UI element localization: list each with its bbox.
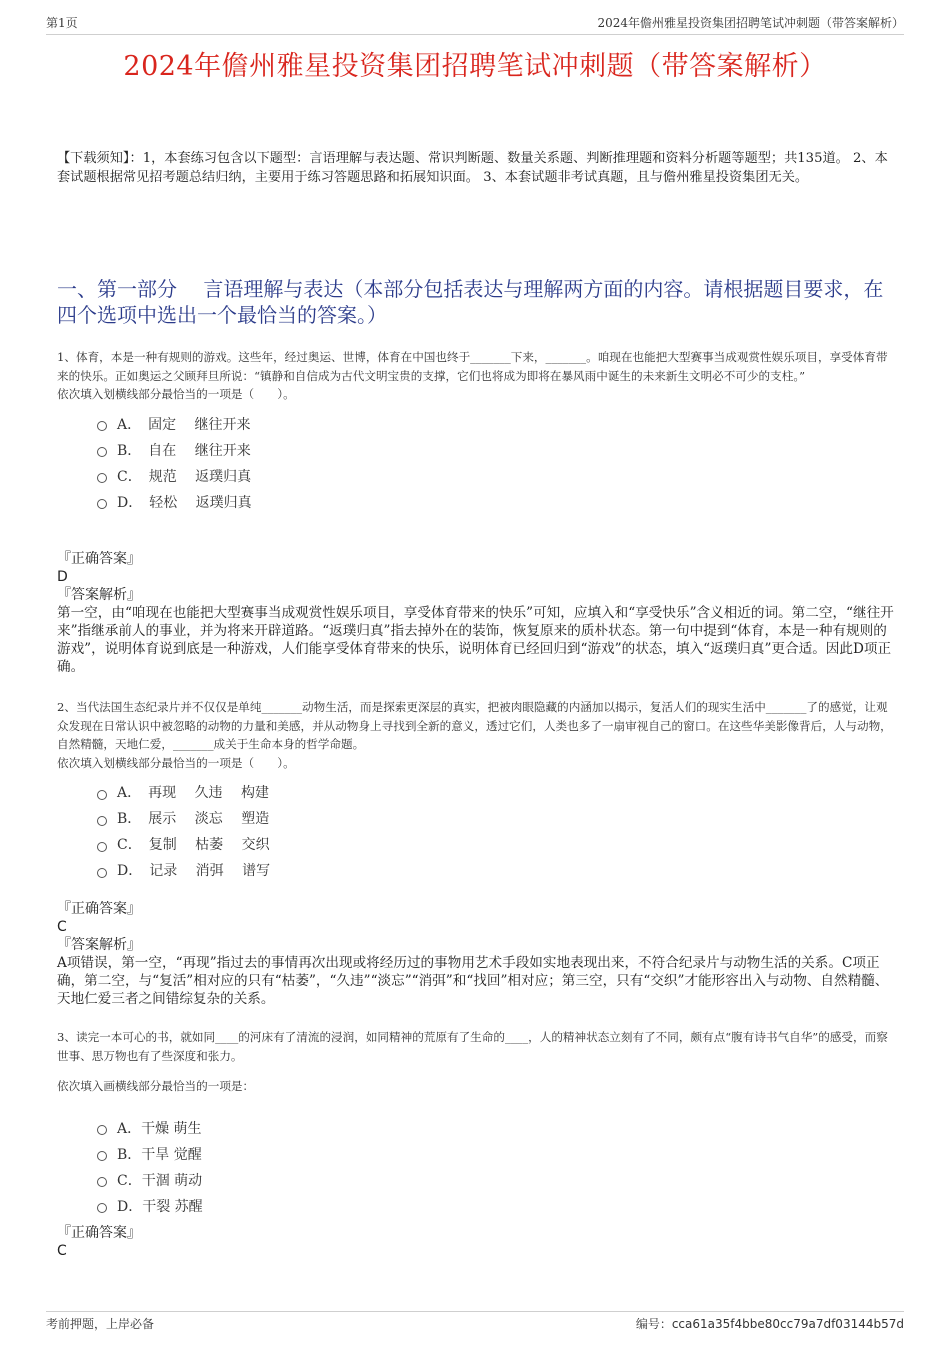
- radio-icon[interactable]: [97, 816, 107, 826]
- question-2-answer-block: [57, 900, 897, 1008]
- question-2: [57, 698, 897, 884]
- radio-icon[interactable]: [97, 790, 107, 800]
- option-c[interactable]: [97, 464, 897, 490]
- option-label: D． 记录 消弭 谱写: [117, 863, 271, 879]
- question-1-options: [97, 412, 897, 516]
- option-label: D． 轻松 返璞归真: [117, 494, 252, 511]
- download-notice: 【下载须知】：1，本套练习包含以下题型：言语理解与表达题、常识判断题、数量关系题、判断推理题和资料分析题等题型；共135道。 2、本套试题根据常见招考题总结归纳，主要用于练习答题思路和拓展知识面。 3、本套试题非考试真题，且与儋州雅星投资集团无关。: [57, 151, 888, 185]
- question-1-prompt: 依次填入划横线部分最恰当的一项是（ ）。: [57, 387, 295, 401]
- option-a[interactable]: [97, 1116, 897, 1142]
- analysis-label: 『答案解析』: [57, 587, 141, 603]
- option-label: C． 规范 返璞归真: [117, 468, 252, 485]
- footer-slogan: 考前押题，上岸必备: [46, 1317, 155, 1331]
- option-d[interactable]: [97, 1194, 897, 1220]
- option-d[interactable]: [97, 490, 897, 516]
- header-doc-title: 2024年儋州雅星投资集团招聘笔试冲刺题（带答案解析）: [597, 16, 904, 30]
- option-label: B． 展示 淡忘 塑造: [117, 811, 270, 827]
- page-header: [46, 14, 904, 35]
- question-3-prompt: 依次填入画横线部分最恰当的一项是：: [57, 1079, 255, 1093]
- radio-icon[interactable]: [97, 499, 107, 509]
- option-b[interactable]: [97, 1142, 897, 1168]
- question-2-text: 2、当代法国生态纪录片并不仅仅是单纯_______动物生活，而是探索更深层的真实，把被肉眼隐藏的内涵加以揭示，复活人们的现实生活中_______了的感觉，让观众发现在日常认识中被忽略的动物的力量和美感，并从动物身上寻找到全新的意义，透过它们，人类也多了一扇审视自己的窗口。在这些华美影像背后，人与动物，自然精髓，天地仁爱，_______成关于生命本身的哲学命题。: [57, 700, 892, 751]
- question-3-answer-block: [57, 1224, 897, 1260]
- answer-value: D: [57, 569, 68, 585]
- radio-icon[interactable]: [97, 421, 107, 431]
- answer-label: 『正确答案』: [57, 1225, 141, 1241]
- radio-icon[interactable]: [97, 1151, 107, 1161]
- page-number: 第1页: [46, 16, 78, 30]
- question-1: [57, 348, 897, 516]
- answer-label: 『正确答案』: [57, 551, 141, 567]
- radio-icon[interactable]: [97, 1203, 107, 1213]
- question-1-answer-block: [57, 550, 897, 676]
- question-2-options: [97, 780, 897, 884]
- option-d[interactable]: [97, 858, 897, 884]
- option-label: B． 自在 继往开来: [117, 442, 251, 459]
- option-label: C．干涸 萌动: [117, 1172, 203, 1189]
- option-label: B．干旱 觉醒: [117, 1146, 202, 1163]
- option-label: C． 复制 枯萎 交织: [117, 837, 270, 853]
- option-label: A．干燥 萌生: [117, 1120, 202, 1137]
- analysis-text: 第一空，由“咱现在也能把大型赛事当成观赏性娱乐项目，享受体育带来的快乐”可知，应填入和“享受快乐”含义相近的词。第二空，“继往开来”指继承前人的事业，并为将来开辟道路。“返璞归真”指去掉外在的装饰，恢复原来的质朴状态。第一句中提到“体育，本是一种有规则的游戏”，说明体育说到底是一种游戏，人们能享受体育带来的快乐，说明体育已经回归到“游戏”的状态，填入“返璞归真”更合适。因此D项正确。: [57, 605, 894, 675]
- option-label: D．干裂 苏醒: [117, 1198, 203, 1215]
- question-3: [57, 1028, 897, 1220]
- section-heading: 一、第一部分 言语理解与表达（本部分包括表达与理解两方面的内容。请根据题目要求，在四个选项中选出一个最恰当的答案。）: [57, 277, 884, 327]
- answer-value: C: [57, 1243, 67, 1259]
- document-title: 2024年儋州雅星投资集团招聘笔试冲刺题（带答案解析）: [123, 51, 827, 82]
- option-b[interactable]: [97, 806, 897, 832]
- radio-icon[interactable]: [97, 473, 107, 483]
- option-c[interactable]: [97, 1168, 897, 1194]
- option-c[interactable]: [97, 832, 897, 858]
- answer-label: 『正确答案』: [57, 901, 141, 917]
- question-3-options: [97, 1116, 897, 1220]
- radio-icon[interactable]: [97, 842, 107, 852]
- option-a[interactable]: [97, 780, 897, 806]
- analysis-label: 『答案解析』: [57, 937, 141, 953]
- option-label: A． 再现 久违 构建: [117, 785, 270, 801]
- question-2-prompt: 依次填入划横线部分最恰当的一项是（ ）。: [57, 755, 295, 770]
- radio-icon[interactable]: [97, 1125, 107, 1135]
- option-label: A． 固定 继往开来: [117, 416, 251, 433]
- question-3-text: 3、读完一本可心的书，就如同____的河床有了清流的浸润，如同精神的荒原有了生命的____，人的精神状态立刻有了不同，颇有点“腹有诗书气自华”的感受，而察世事、思万物也有了些深度和张力。: [57, 1030, 888, 1063]
- footer-code: cca61a35f4bbe80cc79a7df03144b57d: [671, 1317, 904, 1331]
- analysis-text: A项错误，第一空，“再现”指过去的事情再次出现或将经历过的事物用艺术手段如实地表现出来，不符合纪录片与动物生活的关系。C项正确，第二空，与“复活”相对应的只有“枯萎”，“久违”“淡忘”“消弭”和“找回”相对应；第三空，只有“交织”才能形容出入与动物、自然精髓、天地仁爱三者之间错综复杂的关系。: [57, 955, 889, 1007]
- page-footer: [46, 1311, 904, 1332]
- option-a[interactable]: [97, 412, 897, 438]
- radio-icon[interactable]: [97, 1177, 107, 1187]
- answer-value: C: [57, 919, 67, 935]
- footer-code-label: 编号：: [635, 1317, 672, 1331]
- option-b[interactable]: [97, 438, 897, 464]
- question-1-text: 1、体育，本是一种有规则的游戏。这些年，经过奥运、世博，体育在中国也终于_______下来，_______。咱现在也能把大型赛事当成观赏性娱乐项目，享受体育带来的快乐。正如奥运之父顾拜旦所说：“镇静和自信成为古代文明宝贵的支撑，它们也将成为即将在暴风雨中诞生的未来新生文明必不可少的支柱。”: [57, 350, 888, 383]
- radio-icon[interactable]: [97, 868, 107, 878]
- radio-icon[interactable]: [97, 447, 107, 457]
- footer-code-block: [636, 1315, 904, 1332]
